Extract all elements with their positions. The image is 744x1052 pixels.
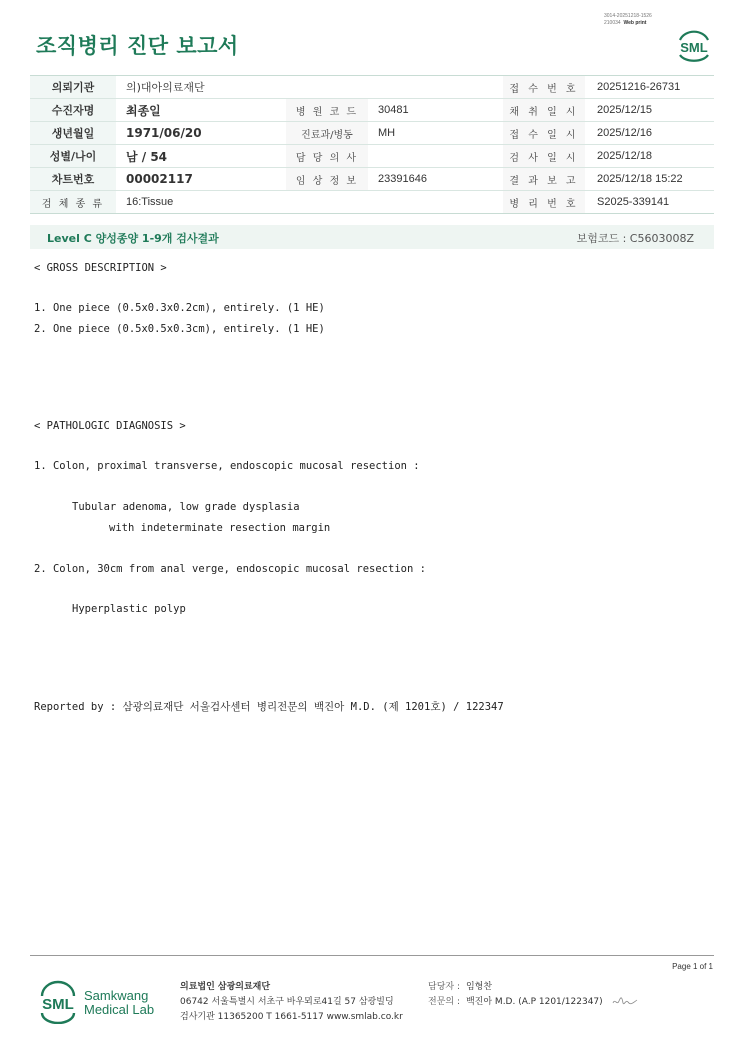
print-stamp	[604, 13, 652, 27]
test-date-label: 검 사 일 시	[503, 145, 585, 168]
patient-label: 수진자명	[30, 99, 116, 122]
dob-label: 생년월일	[30, 122, 116, 145]
doctor-label: 담 당 의 사	[286, 145, 368, 168]
footer-contact: 검사기관 11365200 T 1661-5117 www.smlab.co.kr	[180, 1012, 403, 1022]
sml-footer-logo-text: SML	[42, 996, 74, 1013]
gross-line-1: 1. One piece (0.5x0.3x0.2cm), entirely. (1 HE)	[34, 302, 325, 314]
page-number: Page 1 of 1	[672, 962, 713, 971]
dept-value: MH	[368, 122, 503, 145]
diagnosis-line-2a: Hyperplastic polyp	[72, 603, 186, 615]
sml-logo-icon	[674, 26, 714, 64]
web-print-label: Web print	[623, 20, 647, 26]
diagnosis-line-1: 1. Colon, proximal transverse, endoscopic mucosal resection :	[34, 460, 420, 472]
staff-name: 임형찬	[465, 982, 493, 992]
receipt-no-label: 접 수 번 호	[503, 76, 585, 99]
collect-date-label: 채 취 일 시	[503, 99, 585, 122]
diagnosis-line-1b: with indeterminate resection margin	[109, 522, 331, 534]
info-row-3	[30, 122, 714, 145]
info-row-5	[30, 168, 714, 191]
specimen-label: 검 체 종 류	[30, 191, 116, 214]
info-row-4	[30, 145, 714, 168]
test-name: Level C 양성종양 1-9개 검사결과	[47, 232, 219, 245]
receipt-no-value: 20251216-26731	[585, 76, 714, 99]
result-date-label: 결 과 보 고	[503, 168, 585, 191]
dept-label: 진료과/병동	[286, 122, 368, 145]
brand-name	[84, 989, 154, 1017]
footer-org: 의료법인 삼광의료재단	[180, 982, 271, 992]
gross-header: < GROSS DESCRIPTION >	[34, 262, 167, 274]
patient-info-table	[30, 75, 714, 214]
clinical-value: 23391646	[368, 168, 503, 191]
path-no-value: S2025-339141	[585, 191, 714, 214]
sex-age-label: 성별/나이	[30, 145, 116, 168]
path-no-label: 병 리 번 호	[503, 191, 585, 214]
footer-divider	[30, 955, 714, 956]
chart-no-value: 00002117	[116, 168, 286, 191]
sex-age-value: 남 / 54	[116, 145, 286, 168]
info-row-1	[30, 76, 714, 99]
clinical-label: 임 상 정 보	[286, 168, 368, 191]
receipt-date-label: 접 수 일 시	[503, 122, 585, 145]
reported-by: Reported by : 삼광의료재단 서울검사센터 병리전문의 백진아 M.D. (제 1201호) / 122347	[34, 701, 504, 713]
hospital-code-value: 30481	[368, 99, 503, 122]
doctor-value	[368, 145, 503, 168]
print-stamp-line1: 3014-20251218-1526	[604, 13, 652, 19]
test-date-value: 2025/12/18	[585, 145, 714, 168]
dob-value: 1971/06/20	[116, 122, 286, 145]
footer-address	[180, 980, 403, 1025]
brand-line-1: Samkwang	[84, 988, 149, 1003]
print-stamp-id: 210034	[604, 20, 621, 26]
signature-icon	[612, 994, 638, 1008]
sml-footer-logo-icon	[36, 980, 80, 1024]
request-org-label: 의뢰기관	[30, 76, 116, 99]
consultant-name: 백진아 M.D. (A.P 1201/122347)	[465, 997, 603, 1007]
chart-no-label: 차트번호	[30, 168, 116, 191]
brand-line-2: Medical Lab	[84, 1002, 155, 1017]
test-name-bar	[30, 225, 714, 249]
insurance-code: 보험코드 : C5603008Z	[576, 232, 694, 245]
receipt-date-value: 2025/12/16	[585, 122, 714, 145]
collect-date-value: 2025/12/15	[585, 99, 714, 122]
consultant-label: 전문의 :	[428, 997, 460, 1007]
gross-line-2: 2. One piece (0.5x0.5x0.3cm), entirely. (1 HE)	[34, 323, 325, 335]
patient-value: 최종일	[116, 99, 286, 122]
info-row-2	[30, 99, 714, 122]
specimen-value: 16:Tissue	[116, 191, 503, 214]
report-title: 조직병리 진단 보고서	[36, 34, 239, 58]
sml-logo-text: SML	[680, 40, 708, 55]
result-date-value: 2025/12/18 15:22	[585, 168, 714, 191]
footer-staff	[428, 980, 603, 1010]
request-org-value: 의)대아의료재단	[116, 76, 503, 99]
staff-label: 담당자 :	[428, 982, 460, 992]
diagnosis-line-1a: Tubular adenoma, low grade dysplasia	[72, 501, 300, 513]
diagnosis-line-2: 2. Colon, 30cm from anal verge, endoscopic mucosal resection :	[34, 563, 426, 575]
hospital-code-label: 병 원 코 드	[286, 99, 368, 122]
diagnosis-header: < PATHOLOGIC DIAGNOSIS >	[34, 420, 186, 432]
info-row-6	[30, 191, 714, 214]
footer-street: 06742 서울특별시 서초구 바우뫼로41길 57 삼광빌딩	[180, 997, 394, 1007]
